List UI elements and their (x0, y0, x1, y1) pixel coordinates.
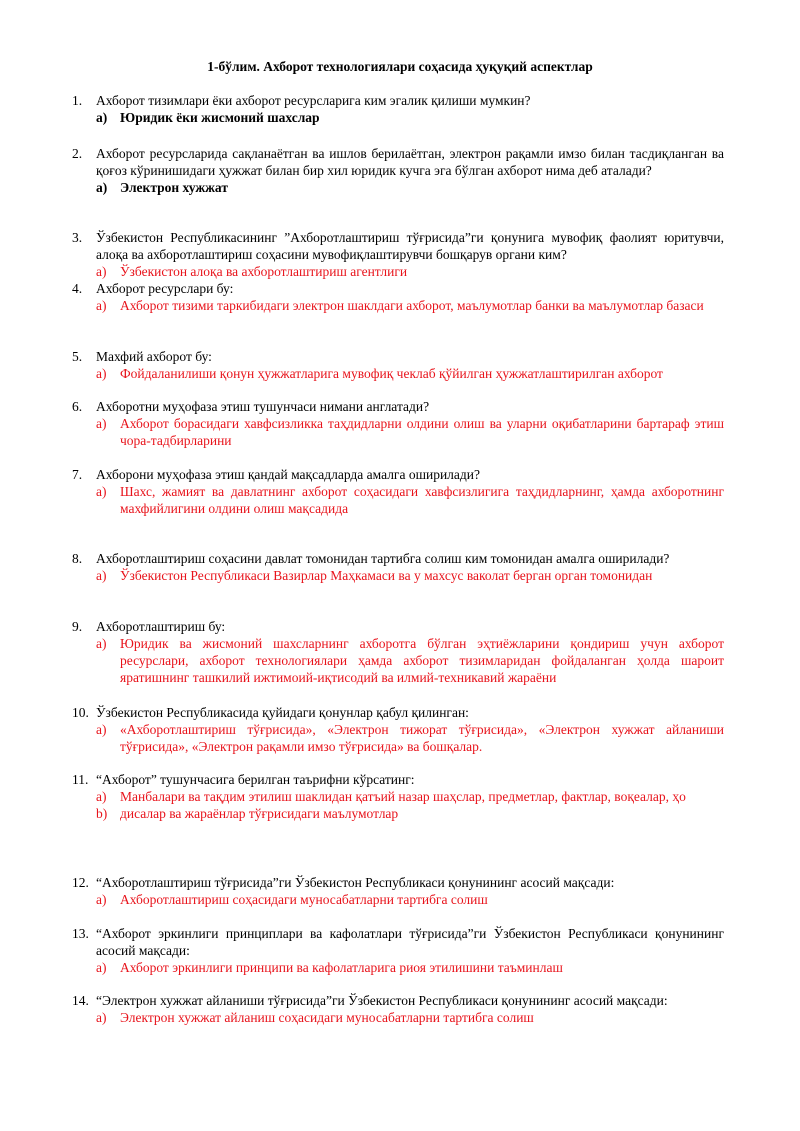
question-text (72, 280, 724, 297)
answer-letter: a) (96, 110, 108, 125)
answer-option (72, 959, 724, 976)
question-text (72, 925, 724, 959)
question-item (72, 229, 724, 280)
question-label: Ўзбекистон Республикасининг ”Ахборотлаштириш тўғрисида”ги қонунига мувофиқ фаолият юритувчи, алоқа ва ахборотлаштириш соҳасини мувофиқлаштирувчи бошқарув органи ким? (96, 230, 724, 262)
answer-letter: a) (96, 1010, 107, 1025)
answer-text: Электрон хужжат айланиш соҳасидаги муносабатларни тартибга солиш (120, 1010, 534, 1025)
question-number: 14. (72, 993, 89, 1008)
answer-text: Ахборот борасидаги хавфсизликка таҳдидларни олдини олиш ва уларни оқибатларини бартараф этиш чора-тадбирларини (120, 416, 724, 448)
question-text (72, 874, 724, 891)
question-text (72, 348, 724, 365)
question-item (72, 348, 724, 382)
answer-text: Манбалари ва тақдим этилиш шаклидан қатъий назар шаҳслар, предметлар, фактлар, воқеалар, ҳо (120, 789, 686, 804)
question-label: Ахборони муҳофаза этиш қандай мақсадларда амалга оширилади? (96, 467, 480, 482)
answer-letter: a) (96, 568, 107, 583)
answer-text: Ахборот эркинлиги принципи ва кафолатларига риоя этилишини таъминлаш (120, 960, 563, 975)
answer-option (72, 483, 724, 517)
question-number: 8. (72, 551, 83, 566)
question-number: 10. (72, 705, 89, 720)
answer-text: дисалар ва жараёнлар тўғрисидаги маълумотлар (120, 806, 399, 821)
question-item (72, 618, 724, 686)
question-label: Ахборотни муҳофаза этиш тушунчаси нимани англатади? (96, 399, 430, 414)
answer-text: Фойдаланилиши қонун ҳужжатларига мувофиқ чеклаб қўйилган ҳужжатлаштирилган ахборот (120, 366, 663, 381)
answer-text: Ўзбекистон алоқа ва ахборотлаштириш агентлиги (120, 264, 408, 279)
question-item (72, 280, 724, 314)
question-item (72, 466, 724, 517)
answer-text: Шахс, жамият ва давлатнинг ахборот соҳасидаги хавфсизлигига таҳдидларнинг, ҳамда ахборотнинг махфийлигини олдини олиш мақсадида (120, 484, 724, 516)
answer-letter: a) (96, 366, 107, 381)
answer-option (72, 567, 724, 584)
answer-option (72, 263, 724, 280)
answer-option (72, 297, 724, 314)
answer-text: Ахборот тизими таркибидаги электрон шаклдаги ахборот, маълумотлар банки ва маълумотлар базаси (120, 298, 704, 313)
question-number: 11. (72, 772, 89, 787)
question-item (72, 550, 724, 584)
question-number: 9. (72, 619, 83, 634)
answer-text: Электрон хужжат (120, 180, 228, 195)
answer-letter: a) (96, 789, 107, 804)
answer-letter: a) (96, 722, 107, 737)
question-text (72, 618, 724, 635)
question-text (72, 398, 724, 415)
question-number: 3. (72, 230, 83, 245)
question-text (72, 92, 724, 109)
answer-letter: a) (96, 484, 107, 499)
question-item (72, 992, 724, 1026)
question-label: Ахборот ресурслари бу: (96, 281, 234, 296)
question-label: “Ахборотлаштириш тўғрисида”ги Ўзбекистон Республикаси қонунининг асосий мақсади: (96, 875, 615, 890)
answer-option (72, 788, 724, 805)
question-item (72, 92, 724, 126)
question-label: “Электрон хужжат айланиши тўғрисида”ги Ўзбекистон Республикаси қонунининг асосий мақсади: (96, 993, 668, 1008)
answer-text: Юридик ва жисмоний шахсларнинг ахборотга бўлган эҳтиёжларини қондириш учун ахборот ресурслари, ахборот технологиялари ҳамда ахборот тизимларидан фойдаланган ҳолда шароит яратишнинг ташкилий ижтимоий-иқтисодий ва илмий-техникавий жараёни (120, 636, 724, 685)
question-number: 6. (72, 399, 83, 414)
answer-option (72, 415, 724, 449)
question-item (72, 145, 724, 196)
question-label: “Ахборот эркинлиги принциплари ва кафолатлари тўғрисида”ги Ўзбекистон Республикаси қонунининг асосий мақсади: (96, 926, 724, 958)
answer-letter: a) (96, 416, 107, 431)
question-number: 4. (72, 281, 83, 296)
question-text (72, 145, 724, 179)
answer-option (72, 179, 724, 196)
answer-letter: a) (96, 180, 108, 195)
question-label: “Ахборот” тушунчасига берилган таърифни кўрсатинг: (96, 772, 415, 787)
answer-letter: b) (96, 806, 108, 821)
question-text (72, 550, 724, 567)
answer-option (72, 635, 724, 686)
question-text (72, 992, 724, 1009)
question-label: Ўзбекистон Республикасида қуйидаги қонунлар қабул қилинган: (96, 705, 469, 720)
answer-letter: a) (96, 892, 107, 907)
question-text (72, 466, 724, 483)
page-title: 1-бўлим. Ахборот технологиялари соҳасида ҳуқуқий аспектлар (207, 59, 593, 74)
question-item (72, 874, 724, 908)
answer-text: Ахборотлаштириш соҳасидаги муносабатларни тартибга солиш (120, 892, 488, 907)
question-text (72, 704, 724, 721)
question-text (72, 229, 724, 263)
answer-text: Ўзбекистон Республикаси Вазирлар Маҳкамаси ва у махсус ваколат берган орган томонидан (120, 568, 653, 583)
answer-option (72, 109, 724, 126)
answer-letter: a) (96, 636, 107, 651)
question-item (72, 398, 724, 449)
question-number: 7. (72, 467, 83, 482)
question-number: 13. (72, 926, 89, 941)
question-item (72, 925, 724, 976)
answer-letter: a) (96, 298, 107, 313)
answer-option (72, 365, 724, 382)
answer-option (72, 891, 724, 908)
question-number: 5. (72, 349, 83, 364)
answer-option (72, 805, 724, 822)
question-label: Ахборотлаштириш бу: (96, 619, 226, 634)
answer-option (72, 1009, 724, 1026)
question-text (72, 771, 724, 788)
answer-text: Юридик ёки жисмоний шахслар (120, 110, 320, 125)
question-number: 12. (72, 875, 89, 890)
answer-option (72, 721, 724, 755)
answer-letter: a) (96, 960, 107, 975)
question-item (72, 771, 724, 822)
question-label: Ахборотлаштириш соҳасини давлат томонидан тартибга солиш ким томонидан амалга оширилади? (96, 551, 670, 566)
question-number: 2. (72, 146, 83, 161)
question-number: 1. (72, 93, 83, 108)
question-label: Махфий ахборот бу: (96, 349, 212, 364)
answer-text: «Ахборотлаштириш тўғрисида», «Электрон тижорат тўғрисида», «Электрон хужжат айланиши тўғрисида», «Электрон рақамли имзо тўғрисида» ва бошқалар. (120, 722, 724, 754)
question-label: Ахборот ресурсларида сақланаётган ва ишлов берилаётган, электрон рақамли имзо билан тасдиқланган ва қоғоз кўринишидаги ҳужжат билан бир хил юридик кучга эга бўлган ахборот нима деб аталади? (96, 146, 724, 178)
question-label: Ахборот тизимлари ёки ахборот ресурсларига ким эгалик қилиши мумкин? (96, 93, 531, 108)
question-item (72, 704, 724, 755)
answer-letter: a) (96, 264, 107, 279)
